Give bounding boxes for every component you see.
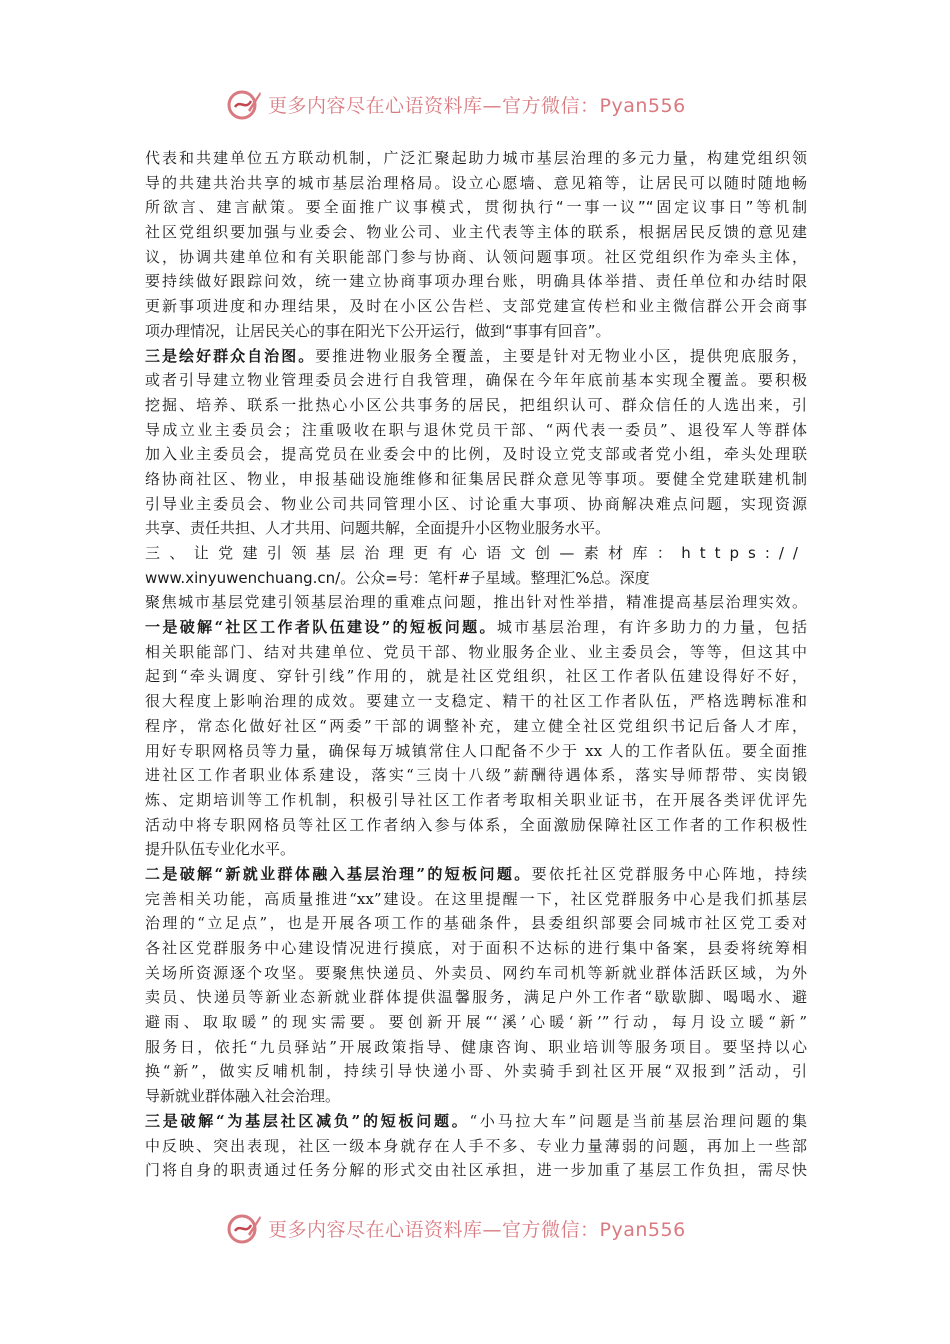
text-line: 中反映、突出表现，社区一级本身就存在人手不多、专业力量薄弱的问题，再加上一些部: [145, 1136, 807, 1155]
paragraph-first-line: [145, 862, 807, 887]
text-line: 共享、责任共担、人才共用、问题共解，全面提升小区物业服务水平。: [145, 519, 611, 538]
top-watermark-banner: [226, 84, 746, 124]
bold-heading: 三是破解“为基层社区减负”的短板问题。: [145, 1111, 470, 1130]
bottom-watermark-banner: [226, 1208, 746, 1248]
text-line: 或者引导建立物业管理委员会进行自我管理，确保在今年年底前基本实现全覆盖。要积极: [145, 371, 807, 390]
text-line: 起到“牵头调度、穿针引线”作用的，就是社区党组织，社区工作者队伍建设得好不好，: [145, 667, 807, 686]
document-body: [145, 146, 807, 1183]
text-line: 关场所资源逐个攻坚。要聚焦快递员、外卖员、网约车司机等新就业群体活跃区域，为外: [145, 963, 807, 982]
bold-heading: 三是绘好群众自治图。: [145, 346, 316, 365]
text-line: 换“新”，做实反哺机制，持续引导快递小哥、外卖骑手到社区开展“双报到”活动，引: [145, 1062, 807, 1081]
text-line: 导成立业主委员会；注重吸收在职与退休党员干部、“两代表一委员”、退役军人等群体: [145, 420, 807, 439]
text-line: 相关职能部门、结对共建单位、党员干部、物业服务企业、业主委员会，等等，但这其中: [145, 642, 807, 661]
text-line: 门将自身的职责通过任务分解的形式交由社区承担，进一步加重了基层工作负担，需尽快: [145, 1161, 807, 1180]
text-line: 卖员、快递员等新业态新就业群体提供温馨服务，满足户外工作者“歇歇脚、喝喝水、避: [145, 988, 807, 1007]
text-line: 完善相关功能，高质量推进“xx”建设。在这里提醒一下，社区党群服务中心是我们抓基层: [145, 889, 807, 908]
pen-swirl-logo-icon: [226, 1210, 262, 1246]
text-line: 治理的“立足点”，也是开展各项工作的基础条件，县委组织部要会同城市社区党工委对: [145, 914, 807, 933]
text-line: 代表和共建单位五方联动机制，广泛汇聚起助力城市基层治理的多元力量，构建党组织领: [145, 149, 807, 167]
text-line: 进社区工作者职业体系建设，落实“三岗十八级”薪酬待遇体系，落实导师帮带、实岗锻: [145, 766, 807, 785]
text-line: 导新就业群体融入社会治理。: [145, 1087, 341, 1106]
banner-text: 更多内容尽在心语资料库—官方微信：Pyan556: [268, 94, 686, 117]
text-run: 城市基层治理，有许多助力的力量，包括: [496, 618, 807, 637]
text-line: 很大程度上影响治理的成效。要建立一支稳定、精干的社区工作者队伍，严格选聘标准和: [145, 692, 807, 711]
text-line: 导的共建共治共享的城市基层治理格局。设立心愿墙、意见箱等，让居民可以随时随地畅: [145, 173, 807, 192]
text-line: 程序，常态化做好社区“两委”干部的调整补充，建立健全社区党组织书记后备人才库，: [145, 716, 807, 735]
text-line: 加入业主委员会，提高党员在业委会中的比例，及时设立党支部或者党小组，牵头处理联: [145, 445, 807, 464]
text-line: 更新事项进度和办理结果，及时在小区公告栏、支部党建宣传栏和业主微信群公开会商事: [145, 297, 807, 316]
text-run: 要依托社区党群服务中心阵地，持续: [531, 864, 807, 883]
text-line: 提升队伍专业化水平。: [145, 840, 296, 859]
text-line: 络协商社区、物业，申报基础设施维修和征集居民群众意见等事项。要健全党建联建机制: [145, 469, 807, 488]
text-line: 项办理情况，让居民关心的事在阳光下公开运行，做到“事事有回音”。: [145, 321, 611, 340]
text-line: 炼、定期培训等工作机制，积极引导社区工作者考取相关职业证书，在开展各类评优评先: [145, 790, 807, 809]
text-line: 服务日，依托“九员驿站”开展政策指导、健康咨询、职业培训等服务项目。要坚持以心: [145, 1037, 807, 1056]
paragraph-first-line: [145, 1109, 807, 1134]
paragraph-first-line: [145, 344, 807, 369]
text-line: 引导业主委员会、物业公司共同管理小区、讨论重大事项、协商解决难点问题，实现资源: [145, 494, 807, 513]
bold-heading: 二是破解“新就业群体融入基层治理”的短板问题。: [145, 864, 532, 883]
text-line: 活动中将专职网格员等社区工作者纳入参与体系，全面激励保障社区工作者的工作积极性: [145, 815, 807, 834]
paragraph-first-line: [145, 615, 807, 640]
text-line: 所欲言、建言献策。要全面推广议事模式，贯彻执行“一事一议”“固定议事日”等机制: [145, 198, 807, 217]
text-run: 要推进物业服务全覆盖，主要是针对无物业小区，提供兜底服务，: [315, 346, 807, 365]
text-line: 用好专职网格员等力量，确保每万城镇常住人口配备不少于 xx 人的工作者队伍。要全面推: [145, 741, 807, 760]
text-line: 避雨、取取暖”的现实需要。要创新开展“‘溪’心暖‘新’”行动，每月设立暖“新”: [145, 1013, 807, 1032]
section-heading-line: www.xinyuwenchuang.cn/。公众=号：笔杆#子星域。整理汇%总。深度: [145, 568, 650, 587]
banner-text: 更多内容尽在心语资料库—官方微信：Pyan556: [268, 1218, 686, 1241]
text-run: “小马拉大车”问题是当前基层治理问题的集: [469, 1111, 807, 1130]
text-line: 议，协调共建单位和有关职能部门参与协商、认领问题事项。社区党组织作为牵头主体，: [145, 247, 807, 266]
text-line: 各社区党群服务中心建设情况进行摸底，对于面积不达标的进行集中备案，县委将统筹相: [145, 939, 807, 957]
text-line: 聚焦城市基层党建引领基层治理的重难点问题，推出针对性举措，精准提高基层治理实效。: [145, 593, 807, 612]
text-line: 社区党组织要加强与业委会、物业公司、业主代表等主体的联系，根据居民反馈的意见建: [145, 223, 807, 242]
text-line: 挖掘、培养、联系一批热心小区公共事务的居民，把组织认可、群众信任的人选出来，引: [145, 395, 807, 414]
bold-heading: 一是破解“社区工作者队伍建设”的短板问题。: [145, 618, 497, 637]
pen-swirl-logo-icon: [226, 86, 262, 122]
section-heading-line: 三、让党建引领基层治理更有心语文创—素材库：https://: [145, 544, 807, 562]
text-line: 要持续做好跟踪问效，统一建立协商事项办理台账，明确具体举措、责任单位和办结时限: [145, 272, 807, 291]
